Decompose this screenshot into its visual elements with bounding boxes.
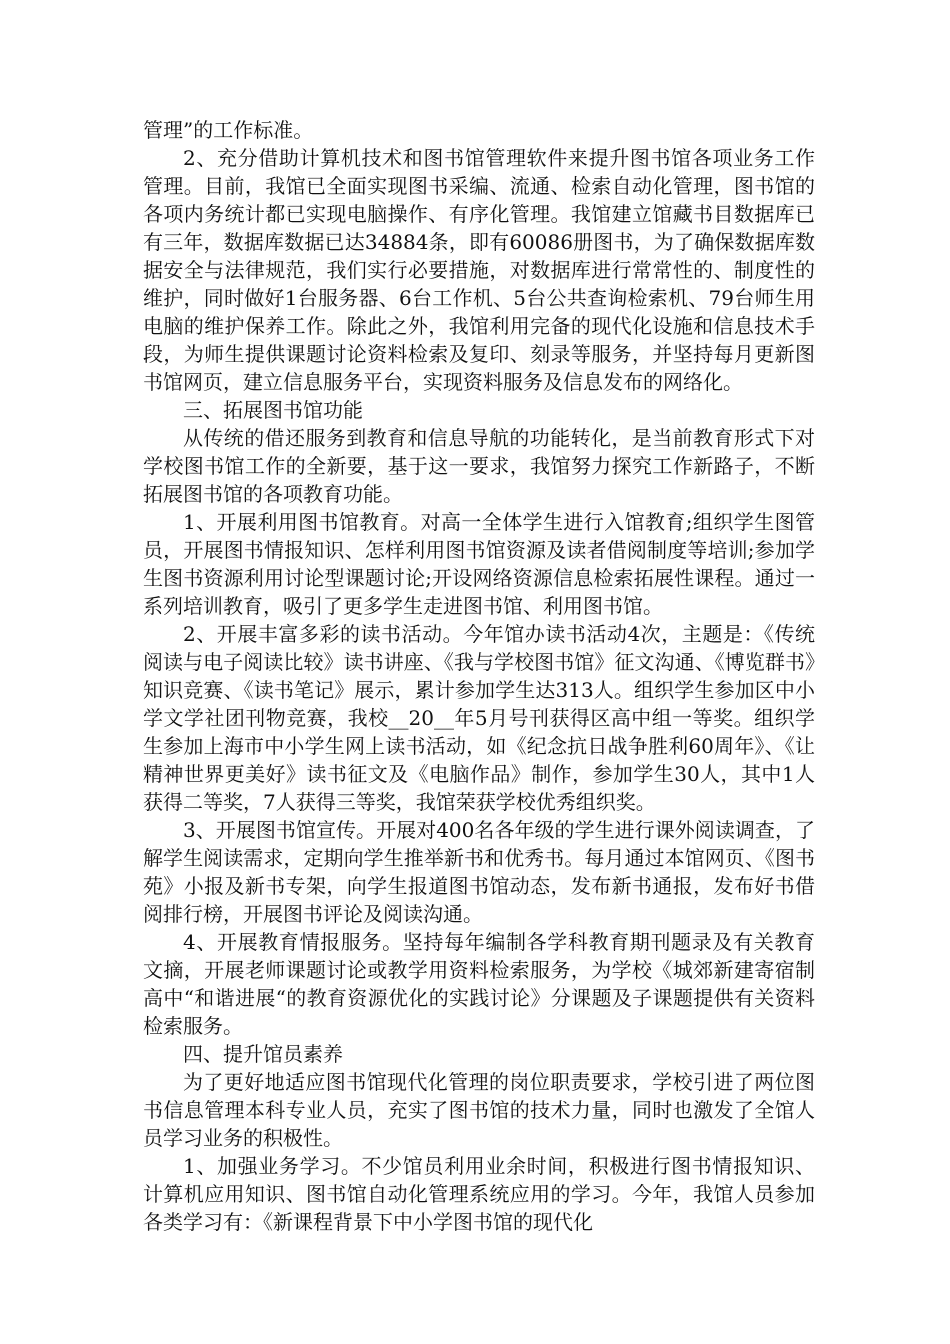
paragraph-library-education: 1、开展利用图书馆教育。对高一全体学生进行入馆教育;组织学生图管员，开展图书情报知识、怎样利用图书馆资源及读者借阅制度等培训;参加学生图书资源利用讨论型课题讨论;开设网络资源信息检索拓展性课程。通过一系列培训教育，吸引了更多学生走进图书馆、利用图书馆。 bbox=[143, 510, 815, 618]
paragraph-function-transformation: 从传统的借还服务到教育和信息导航的功能转化，是当前教育形式下对学校图书馆工作的全新要，基于这一要求，我馆努力探究工作新路子，不断拓展图书馆的各项教育功能。 bbox=[143, 426, 815, 506]
document-page bbox=[143, 116, 815, 1236]
paragraph-information-service: 4、开展教育情报服务。坚持每年编制各学科教育期刊题录及有关教育文摘，开展老师课题讨论或教学用资料检索服务，为学校《城郊新建寄宿制高中“和谐进展“的教育资源优化的实践讨论》分课题及子课题提供有关资料检索服务。 bbox=[143, 930, 815, 1038]
paragraph-continuation: 管理”的工作标准。 bbox=[143, 118, 314, 142]
paragraph-business-study: 1、加强业务学习。不少馆员利用业余时间，积极进行图书情报知识、计算机应用知识、图书馆自动化管理系统应用的学习。今年，我馆人员参加各类学习有：《新课程背景下中小学图书馆的现代化 bbox=[143, 1154, 815, 1234]
section-heading-staff-quality: 四、提升馆员素养 bbox=[183, 1042, 343, 1066]
paragraph-staff-introduction: 为了更好地适应图书馆现代化管理的岗位职责要求，学校引进了两位图书信息管理本科专业人员，充实了图书馆的技术力量，同时也激发了全馆人员学习业务的积极性。 bbox=[143, 1070, 815, 1150]
paragraph-computer-management: 2、充分借助计算机技术和图书馆管理软件来提升图书馆各项业务工作管理。目前，我馆已全面实现图书采编、流通、检索自动化管理，图书馆的各项内务统计都已实现电脑操作、有序化管理。我馆建立馆藏书目数据库已有三年，数据库数据已达34884条，即有60086册图书，为了确保数据库数据安全与法律规范，我们实行必要措施，对数据库进行常常性的、制度性的维护，同时做好1台服务器、6台工作机、5台公共查询检索机、79台师生用电脑的维护保养工作。除此之外，我馆利用完备的现代化设施和信息技术手段，为师生提供课题讨论资料检索及复印、刻录等服务，并坚持每月更新图书馆网页，建立信息服务平台，实现资料服务及信息发布的网络化。 bbox=[143, 146, 815, 394]
paragraph-reading-activities: 2、开展丰富多彩的读书活动。今年馆办读书活动4次，主题是：《传统阅读与电子阅读比较》读书讲座、《我与学校图书馆》征文沟通、《博览群书》知识竞赛、《读书笔记》展示，累计参加学生达313人。组织学生参加区中小学文学社团刊物竞赛，我校__20__年5月号刊获得区高中组一等奖。组织学生参加上海市中小学生网上读书活动，如《纪念抗日战争胜利60周年》、《让精神世界更美好》读书征文及《电脑作品》制作，参加学生30人，其中1人获得二等奖，7人获得三等奖，我馆荣获学校优秀组织奖。 bbox=[143, 622, 815, 814]
paragraph-library-publicity: 3、开展图书馆宣传。开展对400名各年级的学生进行课外阅读调查，了解学生阅读需求，定期向学生推举新书和优秀书。每月通过本馆网页、《图书苑》小报及新书专架，向学生报道图书馆动态，发布新书通报，发布好书借阅排行榜，开展图书评论及阅读沟通。 bbox=[143, 818, 815, 926]
section-heading-expand-functions: 三、拓展图书馆功能 bbox=[183, 398, 363, 422]
